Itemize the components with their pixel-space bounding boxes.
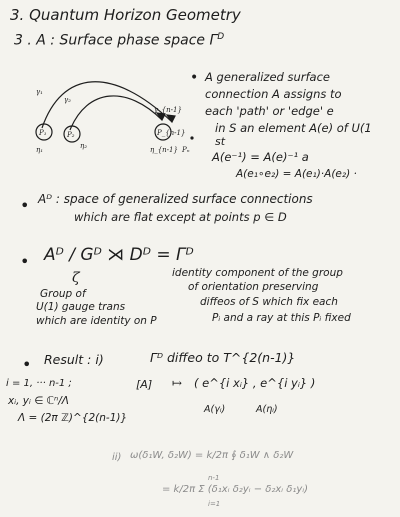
result-statement: Γᴰ diffeo to T^{2(n-1)}	[150, 350, 296, 365]
b3-left3: which are identity on P	[36, 315, 157, 327]
result-label: Result : i)	[44, 352, 104, 367]
label-eta-n1: η_{n-1}	[150, 146, 178, 154]
result-ii-label: ii)	[112, 452, 122, 463]
result-ii-sum-bot: i=1	[208, 500, 221, 508]
label-p2: P₂	[67, 131, 75, 139]
page-heading: 3. Quantum Horizon Geometry	[10, 6, 241, 24]
result-ii-sum-top: n-1	[208, 474, 220, 482]
b1-eq2: A(e₁∘e₂) = A(e₁)·A(e₂) ·	[236, 168, 357, 180]
b3-right2: of orientation preserving	[188, 281, 319, 293]
b1-line2: connection A assigns to	[205, 87, 342, 101]
result-map-left: [A]	[136, 378, 153, 391]
b3-eq: Aᴰ / Gᴰ ⋊ Dᴰ = Γᴰ	[44, 245, 194, 265]
label-p1: P₁	[39, 129, 47, 137]
result-map-sub2: A(ηᵢ)	[256, 404, 278, 415]
label-p-n1: P_{n-1}	[157, 129, 186, 137]
b1-line5: st	[215, 135, 226, 148]
bullet-dot-3: •	[20, 252, 30, 271]
result-index: i = 1, ··· n-1 ;	[6, 378, 72, 389]
b2-line1: Aᴰ : space of generalized surface connections	[38, 192, 313, 206]
b3-left1: Group of	[40, 288, 86, 300]
b3-right3: diffeos of S which fix each	[200, 296, 338, 308]
section-subheading	[14, 32, 224, 49]
result-map-right: ( e^{i xᵢ} , e^{i yᵢ} )	[194, 376, 316, 390]
result-map-sub1: A(γᵢ)	[204, 404, 226, 415]
result-map-arrow: ↦	[172, 376, 183, 390]
loop-gamma-2	[70, 96, 162, 130]
label-gamma1: γ₁	[36, 88, 43, 96]
section-subheading-sup: D	[217, 32, 225, 42]
b1-line4: in S an element A(e) of U(1	[215, 121, 372, 135]
label-gamma-n1: γ_{n-1}	[154, 106, 182, 114]
label-eta1: η₁	[36, 146, 43, 154]
b3-right1: identity component of the group	[172, 267, 343, 279]
loop-gamma-1	[42, 82, 172, 128]
section-subheading-text: 3 . A : Surface phase space Γ	[14, 32, 218, 49]
bullet-dot-1: •	[190, 70, 199, 86]
b2-line2: which are flat except at points p ∈ D	[74, 210, 287, 224]
b1-eq1: A(e⁻¹) = A(e)⁻¹ a	[212, 150, 309, 164]
label-gamma2: γ₂	[64, 96, 71, 104]
bullet-dot-4: •	[22, 355, 32, 374]
label-pn: Pₙ	[182, 146, 190, 154]
result-coords: xᵢ, yᵢ ∈ ℂⁿ/Λ	[8, 395, 69, 407]
bullet-dot-2: •	[20, 196, 30, 215]
result-lattice: Λ = (2π ℤ)^{2(n-1)}	[18, 412, 128, 424]
b1-line1: A generalized surface	[205, 70, 330, 84]
b1-line3: each 'path' or 'edge' e	[205, 104, 334, 118]
b3-squiggle: ζ	[72, 270, 80, 286]
label-eta2: η₂	[80, 142, 87, 150]
punctures-diagram	[22, 60, 197, 160]
result-ii-eq1: ω(δ₁W, δ₂W) = k/2π ∮ δ₁W ∧ δ₂W	[130, 450, 294, 461]
b3-right4: Pᵢ and a ray at this Pᵢ fixed	[212, 312, 351, 324]
b3-left2: U(1) gauge trans	[36, 301, 126, 313]
result-ii-eq2: = k/2π Σ (δ₁xᵢ δ₂yᵢ − δ₂xᵢ δ₁yᵢ)	[162, 484, 309, 495]
